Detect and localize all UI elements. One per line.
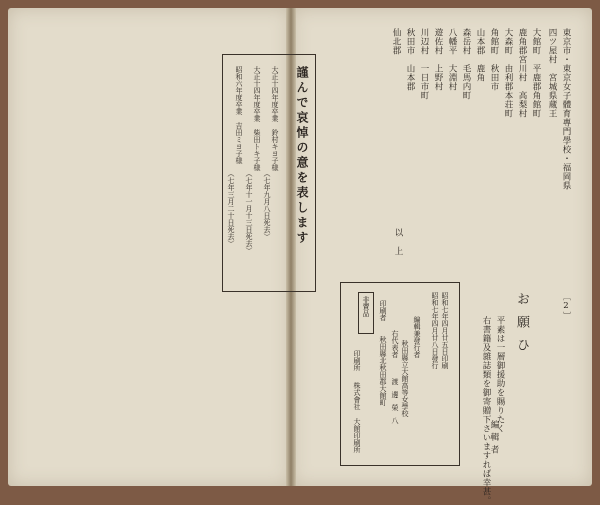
request-line-1: 平素は一層御援助を賜りたく (495, 316, 505, 433)
memorial-line-3: 昭和六年度卒業 吉田ミヨ子様 (235, 66, 243, 164)
representative: 渡邊榮八 (391, 378, 399, 430)
memorial-line-1-date: （七年九月八日死去） (263, 170, 271, 240)
donor-col-8: 森岳村 毛馬内町 (461, 28, 471, 100)
donor-col-11: 川辺村 一日市町 (419, 28, 429, 100)
donor-col-4: 鹿角郡宮川村 高梨村 (517, 28, 527, 118)
print-shop-label: 印刷所 (353, 350, 361, 371)
memorial-line-3-date: （七年三月二十日死去） (227, 170, 235, 247)
colophon-publish-date: 昭和七年四月廿八日發行 (431, 292, 439, 369)
memorial-line-1: 大正十四年度卒業 鈴村キヨ子様 (271, 66, 279, 171)
donor-col-9: 八幡平 大淵村 (447, 28, 457, 91)
donor-col-3: 大館町 平鹿郡角館町 (531, 28, 541, 118)
editor: 秋田縣立大館高等女學校 (401, 340, 409, 417)
page-heading: お願ひ (514, 292, 529, 361)
memorial-line-2-date: （七年十一月十三日死去） (245, 170, 253, 254)
page-number: 〔2〕 (561, 292, 571, 321)
editor-label: 編輯兼發行者 (413, 316, 421, 358)
ijo-label: 以上 (393, 228, 403, 265)
printer: 秋田縣北秋田郡大館町 (379, 336, 387, 406)
signature: 編輯者 (489, 420, 499, 458)
print-shop: 株式會社 大館印刷所 (353, 382, 361, 453)
donor-col-7: 山本郡 鹿角 (475, 28, 485, 82)
donor-col-13: 仙北郡 (391, 28, 401, 55)
memorial-title: 謹んで哀悼の意を表します (295, 66, 309, 246)
donor-col-10: 遊佐村 上野村 (433, 28, 443, 91)
donor-col-12: 秋田市 山本郡 (405, 28, 415, 91)
donor-col-5: 大森町 由利郡本荘町 (503, 28, 513, 118)
donor-col-1: 東京市・東京女子體育專門學校・福岡県 (561, 28, 571, 190)
colophon-print-date: 昭和七年四月廿五日印刷 (441, 292, 449, 369)
representative-label: 右代表者 (391, 330, 399, 358)
donor-col-6: 角館町 秋田市 (489, 28, 499, 91)
not-for-sale: 非賣品 (362, 296, 370, 317)
request-line-2: 右書籍及雜誌類を御寄贈下さいますれば幸甚。 (481, 316, 491, 505)
donor-col-2: 四ツ屋村 宮城県蔵王 (547, 28, 557, 118)
memorial-line-2: 大正十四年度卒業 柴田トキ子様 (253, 66, 261, 171)
printer-label: 印刷者 (379, 300, 387, 321)
